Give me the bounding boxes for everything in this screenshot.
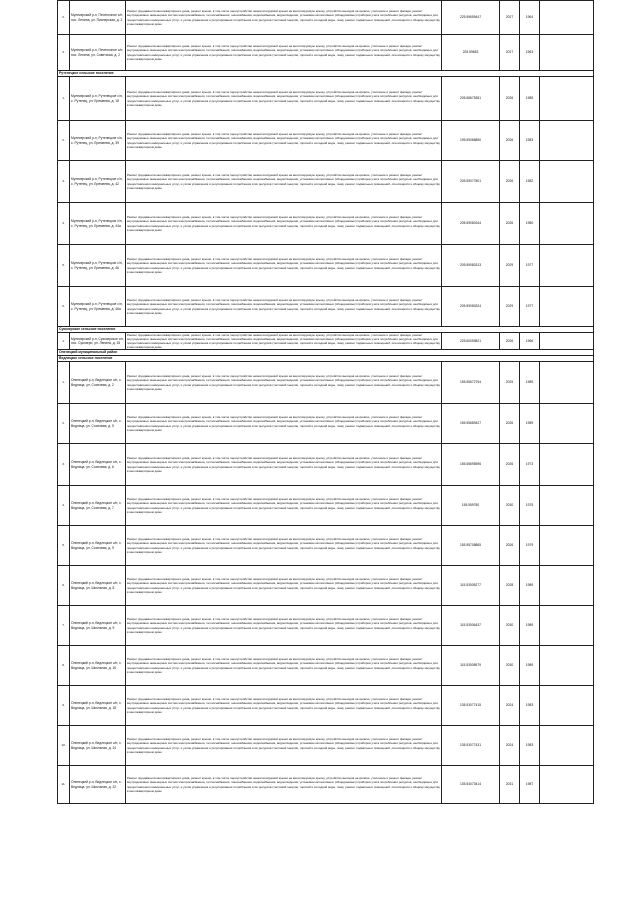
- address-cell: Мулекерский р-н, Рутенецкое с/п, с. Рутенец, ул. Еремеева, д. 44а: [70, 203, 126, 245]
- build-year-cell: 1983: [520, 686, 540, 726]
- build-year-cell: 1963: [520, 35, 540, 71]
- row-number: 5.: [58, 245, 70, 287]
- repair-year-cell: 2026: [500, 203, 520, 245]
- address-cell: Мулекерский р-н, Сукозерское с/п, пос. Сукозеро, ул. Ленина, д. 15: [70, 333, 126, 350]
- empty-cell: [540, 1, 594, 35]
- table-row: [58, 726, 594, 766]
- table-row: [58, 121, 594, 161]
- repair-year-cell: 2026: [500, 121, 520, 161]
- build-year-cell: 1989: [520, 566, 540, 606]
- section-label: Опенецкий муниципальный район: [58, 350, 594, 356]
- table-row: [58, 35, 594, 71]
- table-row: [58, 566, 594, 606]
- address-cell: Опенецкий р-н, Ведлецкое с/п, с. Ведлица, ул. Школьная, д. 18: [70, 686, 126, 726]
- empty-cell: [540, 77, 594, 121]
- build-year-cell: 1979: [520, 526, 540, 566]
- repair-year-cell: 2024: [500, 686, 520, 726]
- cadastral-number-cell: 205.58675381: [442, 77, 500, 121]
- work-description-cell: Ремонт фундамента многоквартирного дома, ремонт крыши, в том числе переустройство невентилируемой крыши на вентилируемую крышу, устройство выходов на кровлю, утепление и ремонт фасада, ремонт внутридомовых инженерных систем электроснабжения, теплоснабжения, газоснабжения, водоснабжения, водоотведения, установка коллективных (общедомовых) приборов учета потребления ресурсов, необходимых для предоставления коммунальных услуг, и узлов управления и регулирования потребления этих ресурсов (тепловой энергии, горячей и холодной воды, газа), ремонт подвальных помещений, относящихся к общему имуществу в многоквартирном доме: [126, 486, 442, 526]
- build-year-cell: 1989: [520, 606, 540, 646]
- row-number: 6.: [58, 287, 70, 327]
- work-description-cell: Ремонт фундамента многоквартирного дома, ремонт крыши, в том числе переустройство невентилируемой крыши на вентилируемую крышу, устройство выходов на кровлю, утепление и ремонт фасада, ремонт внутридомовых инженерных систем электроснабжения, теплоснабжения, газоснабжения, водоснабжения, водоотведения, установка коллективных (общедомовых) приборов учета потребления ресурсов, необходимых для предоставления коммунальных услуг, и узлов управления и регулирования потребления этих ресурсов (тепловой энергии, горячей и холодной воды, газа), ремонт подвальных помещений, относящихся к общему имуществу в многоквартирном доме: [126, 203, 442, 245]
- table-row: [58, 686, 594, 726]
- build-year-cell: 1983: [520, 121, 540, 161]
- build-year-cell: 1973: [520, 444, 540, 486]
- repair-year-cell: 2026: [500, 77, 520, 121]
- empty-cell: [540, 404, 594, 444]
- cadastral-number-cell: 205.59080344: [442, 203, 500, 245]
- address-cell: Опенецкий р-н, Ведлецкое с/п, с. Ведлица, ул. Сосновая, д. 9: [70, 526, 126, 566]
- cadastral-number-cell: 115.53006277: [442, 566, 500, 606]
- build-year-cell: 1989: [520, 646, 540, 686]
- address-cell: Опенецкий р-н, Ведлецкое с/п, с. Ведлица, ул. Сосновая, д. 7: [70, 486, 126, 526]
- row-number: 4.: [58, 203, 70, 245]
- repair-year-cell: 2030: [500, 486, 520, 526]
- cadastral-number-cell: 115.53008979: [442, 646, 500, 686]
- work-description-cell: Ремонт фундамента многоквартирного дома, ремонт крыши, в том числе переустройство невентилируемой крыши на вентилируемую крышу, устройство выходов на кровлю, утепление и ремонт фасада, ремонт внутридомовых инженерных систем электроснабжения, теплоснабжения, газоснабжения, водоснабжения, водоотведения, установка коллективных (общедомовых) приборов учета потребления ресурсов, необходимых для предоставления коммунальных услуг, и узлов управления и регулирования потребления этих ресурсов (тепловой энергии, горячей и холодной воды, газа), ремонт подвальных помещений, относящихся к общему имуществу в многоквартирном доме: [126, 646, 442, 686]
- row-number: 7.: [58, 606, 70, 646]
- cadastral-number-cell: 155.55689427: [442, 404, 500, 444]
- build-year-cell: 1977: [520, 287, 540, 327]
- work-description-cell: Ремонт фундамента многоквартирного дома, ремонт крыши, в том числе переустройство невентилируемой крыши на вентилируемую крышу, устройство выходов на кровлю, утепление и ремонт фасада, ремонт внутридомовых инженерных систем электроснабжения, теплоснабжения, газоснабжения, водоснабжения, водоотведения, установка коллективных (общедомовых) приборов учета потребления ресурсов, необходимых для предоставления коммунальных услуг, и узлов управления и регулирования потребления этих ресурсов (тепловой энергии, горячей и холодной воды, газа), ремонт подвальных помещений, относящихся к общему имуществу в многоквартирном доме: [126, 287, 442, 327]
- empty-cell: [540, 35, 594, 71]
- empty-cell: [540, 526, 594, 566]
- build-year-cell: 1989: [520, 404, 540, 444]
- table-row: [58, 606, 594, 646]
- address-cell: Опенецкий р-н, Ведлецкое с/п, с. Ведлица, ул. Школьная, д. 9: [70, 606, 126, 646]
- work-description-cell: Ремонт фундамента многоквартирного дома, ремонт крыши, в том числе переустройство невентилируемой крыши на вентилируемую крышу, устройство выходов на кровлю, утепление и ремонт фасада, ремонт внутридомовых инженерных систем электроснабжения, теплоснабжения, газоснабжения, водоснабжения, водоотведения, установка коллективных (общедомовых) приборов учета потребления ресурсов, необходимых для предоставления коммунальных услуг, и узлов управления и регулирования потребления этих ресурсов (тепловой энергии, горячей и холодной воды, газа), ремонт подвальных помещений, относящихся к общему имуществу в многоквартирном доме: [126, 77, 442, 121]
- work-description-cell: Ремонт фундамента многоквартирного дома, ремонт крыши, в том числе переустройство невентилируемой крыши на вентилируемую крышу, устройство выходов на кровлю, утепление и ремонт фасада, ремонт внутридомовых инженерных систем электроснабжения, теплоснабжения, газоснабжения, водоснабжения, водоотведения, установка коллективных (общедомовых) приборов учета потребления ресурсов, необходимых для предоставления коммунальных услуг, и узлов управления и регулирования потребления этих ресурсов (тепловой энергии, горячей и холодной воды, газа), ремонт подвальных помещений, относящихся к общему имуществу в многоквартирном доме: [126, 161, 442, 203]
- address-cell: Опенецкий р-н, Ведлецкое с/п, с. Ведлица, ул. Сосновая, д. 5: [70, 404, 126, 444]
- build-year-cell: 1983: [520, 726, 540, 766]
- row-number: 1.: [58, 77, 70, 121]
- cadastral-number-cell: 225.59653: [442, 35, 500, 71]
- work-description-cell: Ремонт фундамента многоквартирного дома, ремонт крыши, в том числе переустройство невентилируемой крыши на вентилируемую крышу, устройство выходов на кровлю, утепление и ремонт фасада, ремонт внутридомовых инженерных систем электроснабжения, теплоснабжения, газоснабжения, водоснабжения, водоотведения, установка коллективных (общедомовых) приборов учета потребления ресурсов, необходимых для предоставления коммунальных услуг, и узлов управления и регулирования потребления этих ресурсов (тепловой энергии, горячей и холодной воды, газа), ремонт подвальных помещений, относящихся к общему имуществу в многоквартирном доме: [126, 444, 442, 486]
- work-description-cell: Ремонт фундамента многоквартирного дома, ремонт крыши, в том числе переустройство невентилируемой крыши на вентилируемую крышу, устройство выходов на кровлю, утепление и ремонт фасада, ремонт внутридомовых инженерных систем электроснабжения, теплоснабжения, газоснабжения, водоснабжения, водоотведения, установка коллективных (общедомовых) приборов учета потребления ресурсов, необходимых для предоставления коммунальных услуг, и узлов управления и регулирования потребления этих ресурсов (тепловой энергии, горячей и холодной воды, газа), ремонт подвальных помещений, относящихся к общему имуществу в многоквартирном доме: [127, 333, 440, 349]
- row-number: 2.: [58, 1, 70, 35]
- repair-year-cell: 2026: [500, 161, 520, 203]
- work-description-cell: Ремонт фундамента многоквартирного дома, ремонт крыши, в том числе переустройство невентилируемой крыши на вентилируемую крышу, устройство выходов на кровлю, утепление и ремонт фасада, ремонт внутридомовых инженерных систем электроснабжения, теплоснабжения, газоснабжения, водоснабжения, водоотведения, установка коллективных (общедомовых) приборов учета потребления ресурсов, необходимых для предоставления коммунальных услуг, и узлов управления и регулирования потребления этих ресурсов (тепловой энергии, горячей и холодной воды, газа), ремонт подвальных помещений, относящихся к общему имуществу в многоквартирном доме: [126, 35, 442, 71]
- repair-year-cell: 2026: [500, 333, 520, 350]
- capital-repair-table: [57, 0, 594, 804]
- repair-year-cell: 2026: [500, 444, 520, 486]
- cadastral-number-cell: 205.59077801: [442, 161, 500, 203]
- work-description-cell: Ремонт фундамента многоквартирного дома, ремонт крыши, в том числе переустройство невентилируемой крыши на вентилируемую крышу, устройство выходов на кровлю, утепление и ремонт фасада, ремонт внутридомовых инженерных систем электроснабжения, теплоснабжения, газоснабжения, водоснабжения, водоотведения, установка коллективных (общедомовых) приборов учета потребления ресурсов, необходимых для предоставления коммунальных услуг, и узлов управления и регулирования потребления этих ресурсов (тепловой энергии, горячей и холодной воды, газа), ремонт подвальных помещений, относящихся к общему имуществу в многоквартирном доме: [126, 121, 442, 161]
- repair-year-cell: 2031: [500, 766, 520, 804]
- repair-year-cell: 2026: [500, 526, 520, 566]
- section-label: Сукозерское сельское поселение: [58, 327, 594, 333]
- build-year-cell: 1966: [520, 333, 540, 350]
- cadastral-number-cell: 205.59080313: [442, 245, 500, 287]
- repair-year-cell: 2029: [500, 245, 520, 287]
- work-description-cell: Ремонт фундамента многоквартирного дома, ремонт крыши, в том числе переустройство невентилируемой крыши на вентилируемую крышу, устройство выходов на кровлю, утепление и ремонт фасада, ремонт внутридомовых инженерных систем электроснабжения, теплоснабжения, газоснабжения, водоснабжения, водоотведения, установка коллективных (общедомовых) приборов учета потребления ресурсов, необходимых для предоставления коммунальных услуг, и узлов управления и регулирования потребления этих ресурсов (тепловой энергии, горячей и холодной воды, газа), ремонт подвальных помещений, относящихся к общему имуществу в многоквартирном доме: [126, 362, 442, 404]
- empty-cell: [540, 333, 594, 350]
- table-row: [58, 1, 594, 35]
- repair-year-cell: 2030: [500, 646, 520, 686]
- table-row: [58, 203, 594, 245]
- build-year-cell: 1982: [520, 161, 540, 203]
- table-row: [58, 287, 594, 327]
- table-body: [58, 1, 594, 804]
- repair-year-cell: 2024: [500, 726, 520, 766]
- row-number: 4.: [58, 486, 70, 526]
- address-cell: Мулекерский р-н, Рутенецкое с/п, с. Рутенец, ул. Еремеева, д. 46: [70, 245, 126, 287]
- cadastral-number-cell: 155.55672754: [442, 362, 500, 404]
- cadastral-number-cell: 115.53006437: [442, 606, 500, 646]
- empty-cell: [540, 245, 594, 287]
- empty-cell: [540, 121, 594, 161]
- address-cell: Мулекерский р-н, Рутенецкое с/п, с. Рутенец, ул. Еремеева, д. 46а: [70, 287, 126, 327]
- build-year-cell: 1975: [520, 486, 540, 526]
- build-year-cell: 1977: [520, 245, 540, 287]
- work-description-cell: Ремонт фундамента многоквартирного дома, ремонт крыши, в том числе переустройство невентилируемой крыши на вентилируемую крышу, устройство выходов на кровлю, утепление и ремонт фасада, ремонт внутридомовых инженерных систем электроснабжения, теплоснабжения, газоснабжения, водоснабжения, водоотведения, установка коллективных (общедомовых) приборов учета потребления ресурсов, необходимых для предоставления коммунальных услуг, и узлов управления и регулирования потребления этих ресурсов (тепловой энергии, горячей и холодной воды, газа), ремонт подвальных помещений, относящихся к общему имуществу в многоквартирном доме: [126, 526, 442, 566]
- build-year-cell: 1985: [520, 362, 540, 404]
- address-cell: Опенецкий р-н, Ведлецкое с/п, с. Ведлица, ул. Школьная, д. 16: [70, 646, 126, 686]
- row-number: 3.: [58, 35, 70, 71]
- empty-cell: [540, 646, 594, 686]
- address-cell: Мулекерский р-н, Рутенецкое с/п, с. Рутенец, ул. Еремеева, д. 39: [70, 121, 126, 161]
- address-cell: Мулекерский р-н, Печеночное с/п, пос. Ленина, ул. Советская, д. 2: [70, 35, 126, 71]
- cadastral-number-cell: 225.60059821: [442, 333, 500, 350]
- table-row: [58, 646, 594, 686]
- row-number: 1.: [58, 362, 70, 404]
- cadastral-number-cell: 195.59066850: [442, 121, 500, 161]
- repair-year-cell: 2026: [500, 404, 520, 444]
- row-number: 10.: [58, 726, 70, 766]
- cadastral-number-cell: 155.55708865: [442, 526, 500, 566]
- empty-cell: [540, 766, 594, 804]
- table-row: [58, 444, 594, 486]
- document-page: [57, 0, 593, 804]
- repair-year-cell: 2027: [500, 35, 520, 71]
- section-label: Рутенецкое сельское поселение: [58, 71, 594, 77]
- work-description-cell: Ремонт фундамента многоквартирного дома, ремонт крыши, в том числе переустройство невентилируемой крыши на вентилируемую крышу, устройство выходов на кровлю, утепление и ремонт фасада, ремонт внутридомовых инженерных систем электроснабжения, теплоснабжения, газоснабжения, водоснабжения, водоотведения, установка коллективных (общедомовых) приборов учета потребления ресурсов, необходимых для предоставления коммунальных услуг, и узлов управления и регулирования потребления этих ресурсов (тепловой энергии, горячей и холодной воды, газа), ремонт подвальных помещений, относящихся к общему имуществу в многоквартирном доме: [126, 686, 442, 726]
- work-description-cell: Ремонт фундамента многоквартирного дома, ремонт крыши, в том числе переустройство невентилируемой крыши на вентилируемую крышу, устройство выходов на кровлю, утепление и ремонт фасада, ремонт внутридомовых инженерных систем электроснабжения, теплоснабжения, газоснабжения, водоснабжения, водоотведения, установка коллективных (общедомовых) приборов учета потребления ресурсов, необходимых для предоставления коммунальных услуг, и узлов управления и регулирования потребления этих ресурсов (тепловой энергии, горячей и холодной воды, газа), ремонт подвальных помещений, относящихся к общему имуществу в многоквартирном доме: [126, 404, 442, 444]
- work-description-cell: Ремонт фундамента многоквартирного дома, ремонт крыши, в том числе переустройство невентилируемой крыши на вентилируемую крышу, устройство выходов на кровлю, утепление и ремонт фасада, ремонт внутридомовых инженерных систем электроснабжения, теплоснабжения, газоснабжения, водоснабжения, водоотведения, установка коллективных (общедомовых) приборов учета потребления ресурсов, необходимых для предоставления коммунальных услуг, и узлов управления и регулирования потребления этих ресурсов (тепловой энергии, горячей и холодной воды, газа), ремонт подвальных помещений, относящихся к общему имуществу в многоквартирном доме: [126, 606, 442, 646]
- table-row: [58, 245, 594, 287]
- empty-cell: [540, 203, 594, 245]
- empty-cell: [540, 686, 594, 726]
- work-description-cell: Ремонт фундамента многоквартирного дома, ремонт крыши, в том числе переустройство невентилируемой крыши на вентилируемую крышу, устройство выходов на кровлю, утепление и ремонт фасада, ремонт внутридомовых инженерных систем электроснабжения, теплоснабжения, газоснабжения, водоснабжения, водоотведения, установка коллективных (общедомовых) приборов учета потребления ресурсов, необходимых для предоставления коммунальных услуг, и узлов управления и регулирования потребления этих ресурсов (тепловой энергии, горячей и холодной воды, газа), ремонт подвальных помещений, относящихся к общему имуществу в многоквартирном доме: [126, 1, 442, 35]
- row-number: 1.: [58, 333, 70, 350]
- table-row: [58, 766, 594, 804]
- table-row: [58, 486, 594, 526]
- cadastral-number-cell: 225.59659447: [442, 1, 500, 35]
- empty-cell: [540, 362, 594, 404]
- empty-cell: [540, 726, 594, 766]
- cadastral-number-cell: 135.53077415: [442, 686, 500, 726]
- build-year-cell: 1985: [520, 77, 540, 121]
- table-row: [58, 77, 594, 121]
- cadastral-number-cell: 155.559780: [442, 486, 500, 526]
- empty-cell: [540, 486, 594, 526]
- row-number: 8.: [58, 646, 70, 686]
- build-year-cell: 1980: [520, 203, 540, 245]
- cadastral-number-cell: 135.54073414: [442, 766, 500, 804]
- repair-year-cell: 2030: [500, 606, 520, 646]
- section-label: Ведлецкое сельское поселение: [58, 356, 594, 362]
- row-number: 5.: [58, 526, 70, 566]
- work-description-cell: Ремонт фундамента многоквартирного дома, ремонт крыши, в том числе переустройство невентилируемой крыши на вентилируемую крышу, устройство выходов на кровлю, утепление и ремонт фасада, ремонт внутридомовых инженерных систем электроснабжения, теплоснабжения, газоснабжения, водоснабжения, водоотведения, установка коллективных (общедомовых) приборов учета потребления ресурсов, необходимых для предоставления коммунальных услуг, и узлов управления и регулирования потребления этих ресурсов (тепловой энергии, горячей и холодной воды, газа), ремонт подвальных помещений, относящихся к общему имуществу в многоквартирном доме: [126, 766, 442, 804]
- repair-year-cell: 2029: [500, 287, 520, 327]
- empty-cell: [540, 287, 594, 327]
- work-description-cell: Ремонт фундамента многоквартирного дома, ремонт крыши, в том числе переустройство невентилируемой крыши на вентилируемую крышу, устройство выходов на кровлю, утепление и ремонт фасада, ремонт внутридомовых инженерных систем электроснабжения, теплоснабжения, газоснабжения, водоснабжения, водоотведения, установка коллективных (общедомовых) приборов учета потребления ресурсов, необходимых для предоставления коммунальных услуг, и узлов управления и регулирования потребления этих ресурсов (тепловой энергии, горячей и холодной воды, газа), ремонт подвальных помещений, относящихся к общему имуществу в многоквартирном доме: [126, 566, 442, 606]
- row-number: 2.: [58, 404, 70, 444]
- cadastral-number-cell: 135.53077431: [442, 726, 500, 766]
- address-cell: Мулекерский р-н, Рутенецкое с/п, с. Рутенец, ул. Еремеева, д. 42: [70, 161, 126, 203]
- row-number: 6.: [58, 566, 70, 606]
- row-number: 3.: [58, 444, 70, 486]
- address-cell: Мулекерский р-н, Рутенецкое с/п, с. Рутенец, ул. Еремеева, д. 18: [70, 77, 126, 121]
- row-number: 3.: [58, 161, 70, 203]
- empty-cell: [540, 161, 594, 203]
- address-cell: Опенецкий р-н, Ведлецкое с/п, с. Ведлица, ул. Школьная, д. 24: [70, 726, 126, 766]
- address-cell: Опенецкий р-н, Ведлецкое с/п, с. Ведлица, ул. Школьная, д. 22: [70, 766, 126, 804]
- build-year-cell: 1987: [520, 766, 540, 804]
- table-row: [58, 333, 594, 350]
- address-cell: Опенецкий р-н, Ведлецкое с/п, с. Ведлица, ул. Сосновая, д. 6: [70, 444, 126, 486]
- repair-year-cell: 2028: [500, 566, 520, 606]
- row-number: 2.: [58, 121, 70, 161]
- address-cell: Опенецкий р-н, Ведлецкое с/п, с. Ведлица, ул. Школьная, д. 8: [70, 566, 126, 606]
- repair-year-cell: 2027: [500, 1, 520, 35]
- row-number: 9.: [58, 686, 70, 726]
- address-cell: Мулекерский р-н, Печеночное с/п, пос. Ленина, ул. Пионерская, д. 2: [70, 1, 126, 35]
- empty-cell: [540, 444, 594, 486]
- work-description-cell: Ремонт фундамента многоквартирного дома, ремонт крыши, в том числе переустройство невентилируемой крыши на вентилируемую крышу, устройство выходов на кровлю, утепление и ремонт фасада, ремонт внутридомовых инженерных систем электроснабжения, теплоснабжения, газоснабжения, водоснабжения, водоотведения, установка коллективных (общедомовых) приборов учета потребления ресурсов, необходимых для предоставления коммунальных услуг, и узлов управления и регулирования потребления этих ресурсов (тепловой энергии, горячей и холодной воды, газа), ремонт подвальных помещений, относящихся к общему имуществу в многоквартирном доме: [126, 245, 442, 287]
- address-cell: Опенецкий р-н, Ведлецкое с/п, с. Ведлица, ул. Сосновая, д. 2: [70, 362, 126, 404]
- repair-year-cell: 2025: [500, 362, 520, 404]
- table-row: [58, 404, 594, 444]
- empty-cell: [540, 606, 594, 646]
- table-row: [58, 362, 594, 404]
- table-row: [58, 526, 594, 566]
- cadastral-number-cell: 155.55695596: [442, 444, 500, 486]
- row-number: 11.: [58, 766, 70, 804]
- build-year-cell: 1964: [520, 1, 540, 35]
- empty-cell: [540, 566, 594, 606]
- table-row: [58, 161, 594, 203]
- work-description-cell: Ремонт фундамента многоквартирного дома, ремонт крыши, в том числе переустройство невентилируемой крыши на вентилируемую крышу, устройство выходов на кровлю, утепление и ремонт фасада, ремонт внутридомовых инженерных систем электроснабжения, теплоснабжения, газоснабжения, водоснабжения, водоотведения, установка коллективных (общедомовых) приборов учета потребления ресурсов, необходимых для предоставления коммунальных услуг, и узлов управления и регулирования потребления этих ресурсов (тепловой энергии, горячей и холодной воды, газа), ремонт подвальных помещений, относящихся к общему имуществу в многоквартирном доме: [126, 726, 442, 766]
- cadastral-number-cell: 205.59080324: [442, 287, 500, 327]
